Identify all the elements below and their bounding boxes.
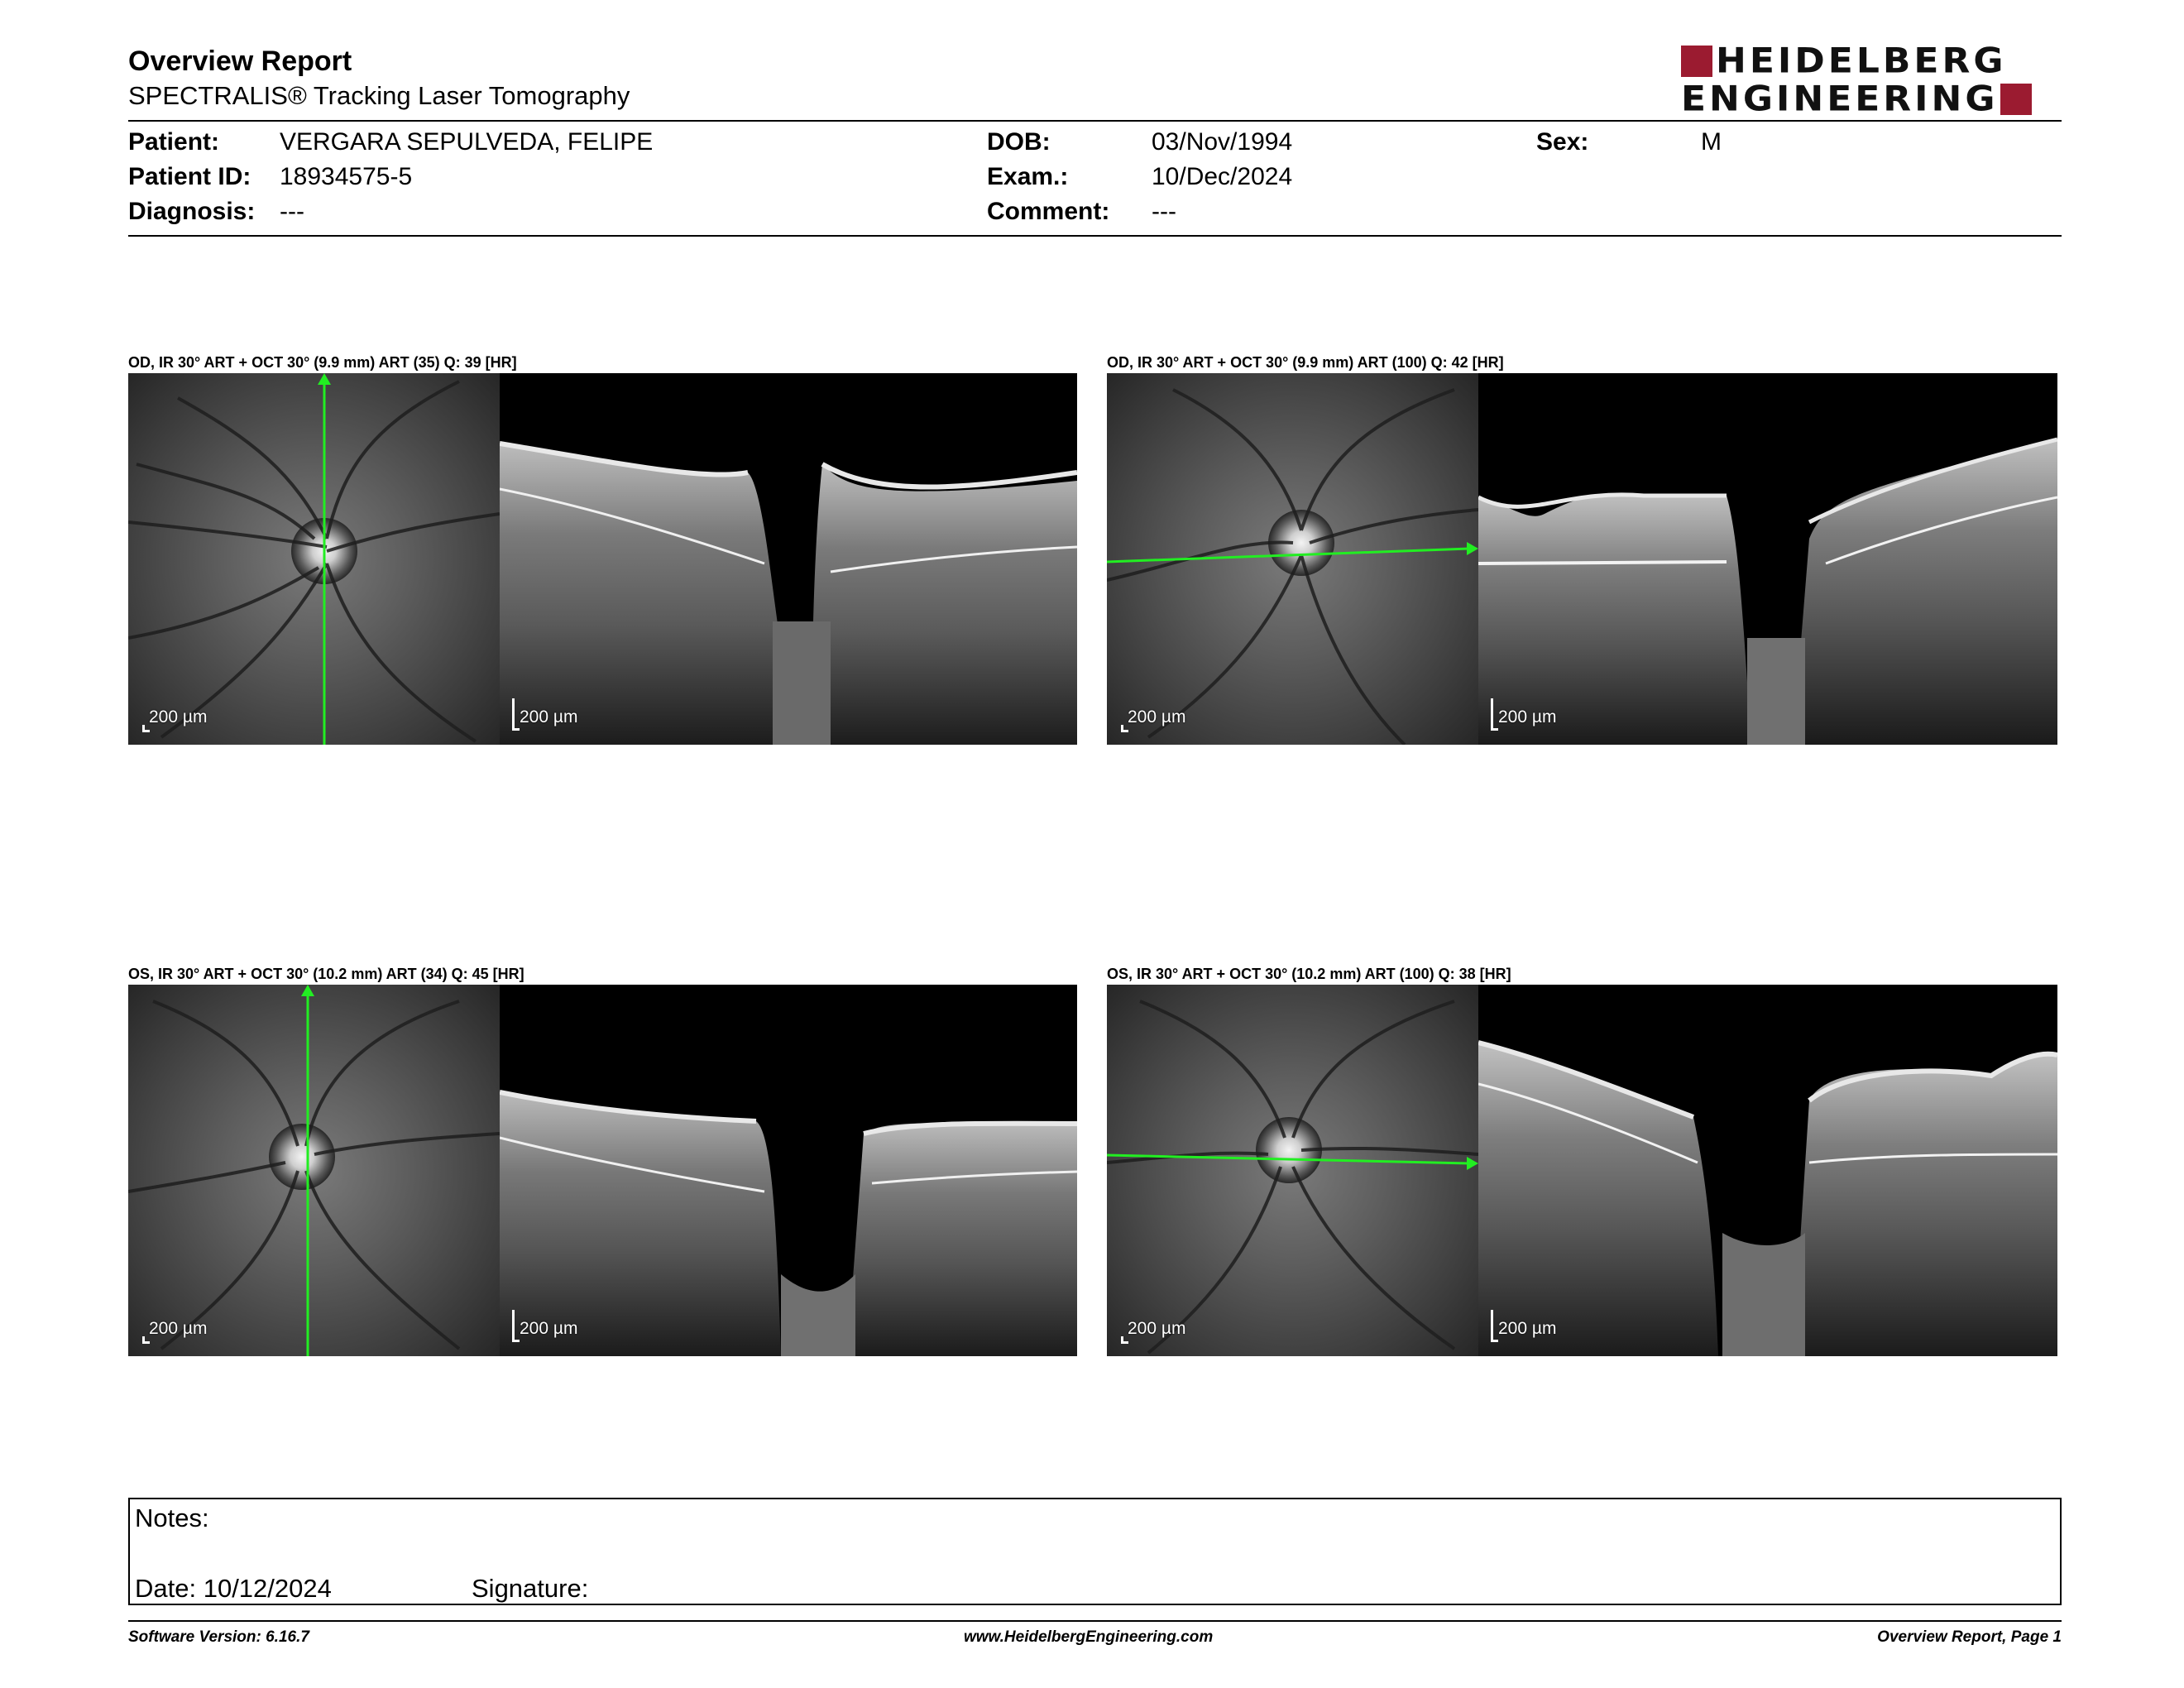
report-subtitle: SPECTRALIS® Tracking Laser Tomography	[128, 81, 630, 110]
dob-value: 03/Nov/1994	[1152, 128, 1293, 156]
scan-caption: OS, IR 30° ART + OCT 30° (10.2 mm) ART (34) Q: 45 [HR]	[128, 966, 524, 982]
comment-label: Comment:	[987, 198, 1110, 225]
retina-layers	[500, 985, 1077, 1356]
scale-bar	[1491, 698, 1498, 731]
date-label: Date: 10/12/2024	[135, 1574, 332, 1603]
oct-bscan-image[interactable]	[1478, 985, 2057, 1356]
comment-value: ---	[1152, 198, 1176, 225]
notes-label: Notes:	[135, 1503, 209, 1532]
logo-line-2: ENGINEERING	[1681, 79, 1999, 119]
fundus-image[interactable]	[128, 373, 500, 745]
signature-label: Signature:	[472, 1574, 589, 1603]
scan-panel[interactable]	[128, 373, 1077, 745]
fundus-image[interactable]	[1107, 373, 1478, 745]
heidelberg-logo	[1681, 41, 2062, 119]
patient-divider	[128, 235, 2062, 237]
scan-caption: OD, IR 30° ART + OCT 30° (9.9 mm) ART (35) Q: 39 [HR]	[128, 354, 517, 371]
scan-line[interactable]	[128, 373, 500, 745]
scale-bar	[512, 1310, 520, 1342]
scale-bar	[512, 698, 520, 731]
retina-layers	[500, 373, 1077, 745]
report-title: Overview Report	[128, 46, 352, 77]
oct-bscan-image[interactable]	[1478, 373, 2057, 745]
sex-value: M	[1701, 128, 1722, 156]
diagnosis-value: ---	[280, 198, 304, 225]
logo-square-icon	[1681, 46, 1712, 77]
oct-bscan-image[interactable]	[500, 985, 1077, 1356]
notes-box[interactable]	[128, 1498, 2062, 1605]
scan-panel[interactable]	[1107, 985, 2057, 1356]
logo-line-1: HEIDELBERG	[1716, 41, 2007, 81]
header-divider	[128, 120, 2062, 122]
exam-value: 10/Dec/2024	[1152, 163, 1293, 190]
fundus-image[interactable]	[128, 985, 500, 1356]
retina-layers	[1478, 373, 2057, 745]
retina-layers	[1478, 985, 2057, 1356]
oct-bscan-image[interactable]	[500, 373, 1077, 745]
exam-label: Exam.:	[987, 163, 1069, 190]
fundus-scale-label: 200 µm	[1128, 1319, 1186, 1338]
fundus-scale-label: 200 µm	[1128, 707, 1186, 727]
scan-panel[interactable]	[1107, 373, 2057, 745]
sex-label: Sex:	[1536, 128, 1589, 156]
patient-id-label: Patient ID:	[128, 163, 251, 190]
scan-line[interactable]	[1107, 985, 1478, 1356]
software-version: Software Version: 6.16.7	[128, 1628, 309, 1646]
logo-square-icon	[2000, 84, 2032, 115]
patient-name: VERGARA SEPULVEDA, FELIPE	[280, 128, 654, 156]
diagnosis-label: Diagnosis:	[128, 198, 256, 225]
scan-line[interactable]	[128, 985, 500, 1356]
scan-caption: OD, IR 30° ART + OCT 30° (9.9 mm) ART (100) Q: 42 [HR]	[1107, 354, 1504, 371]
footer-divider	[128, 1620, 2062, 1622]
dob-label: DOB:	[987, 128, 1051, 156]
oct-scale-label: 200 µm	[1498, 1319, 1557, 1338]
patient-label: Patient:	[128, 128, 220, 156]
oct-scale-label: 200 µm	[520, 1319, 578, 1338]
scan-line[interactable]	[1107, 373, 1478, 745]
page-number: Overview Report, Page 1	[1877, 1628, 2062, 1646]
fundus-image[interactable]	[1107, 985, 1478, 1356]
website-link[interactable]: www.HeidelbergEngineering.com	[964, 1628, 1214, 1646]
fundus-scale-label: 200 µm	[149, 1319, 208, 1338]
scan-caption: OS, IR 30° ART + OCT 30° (10.2 mm) ART (100) Q: 38 [HR]	[1107, 966, 1511, 982]
scale-bar	[1491, 1310, 1498, 1342]
patient-id: 18934575-5	[280, 163, 413, 190]
oct-scale-label: 200 µm	[520, 707, 578, 727]
fundus-scale-label: 200 µm	[149, 707, 208, 727]
scan-panel[interactable]	[128, 985, 1077, 1356]
oct-scale-label: 200 µm	[1498, 707, 1557, 727]
